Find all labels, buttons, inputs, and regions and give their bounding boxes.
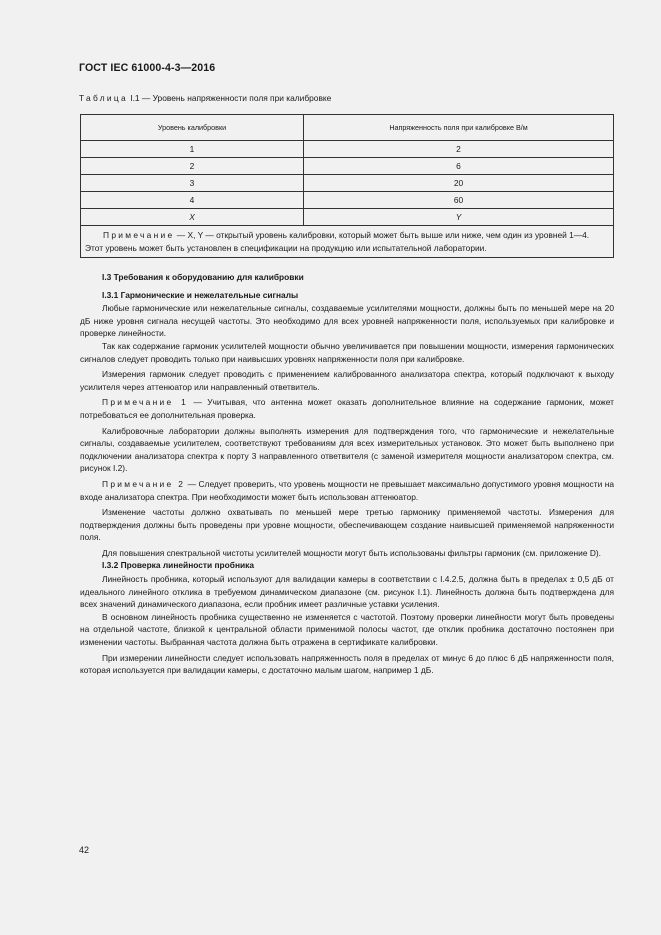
note-1-text: — Учитывая, что антенна может оказать дополнительное влияние на содержание гармоник, может потребоваться ее дополнительная проверка. <box>80 397 614 420</box>
paragraph: Линейность пробника, который используют для валидации камеры в соответствии с I.4.2.5, должна быть в пределах ± 0,5 дБ от идеального линейного отклика в требуемом динамическом диапазоне (см. рисунок I.1). Линейность должна быть подтверждена для всех значений динамического диапазона, если пробник имеет различные уставки усиления. <box>80 574 614 610</box>
table-cell-level: 1 <box>81 141 304 158</box>
paragraph: Измерения гармоник следует проводить с применением калиброванного анализатора спектра, который подключают к выходу усилителя через аттенюатор или направленный ответвитель. <box>80 369 614 392</box>
paragraph: При измерении линейности следует использовать напряженность поля в пределах от минус 6 до плюс 6 дБ напряженности поля, которая используется при валидации камеры, с достаточно малым шагом, например 1 дБ. <box>80 652 614 676</box>
table-cell-strength: 6 <box>304 158 614 175</box>
section-title-i31: I.3.1 Гармонические и нежелательные сигналы <box>102 289 299 300</box>
paragraph: Для повышения спектральной чистоты усилителей мощности могут быть использованы фильтры гармоник (см. приложение D). <box>102 547 601 558</box>
section-title-i32: I.3.2 Проверка линейности пробника <box>102 560 255 571</box>
table-cell-level: 2 <box>81 158 304 175</box>
note-2 <box>80 478 614 503</box>
table-caption-text: I.1 — Уровень напряженности поля при калибровке <box>127 93 332 103</box>
table-cell-level: 4 <box>81 192 304 209</box>
note-2-text: — Следует проверить, что уровень мощности не превышает максимально допустимого уровня мощности на входе анализатора спектра. При необходимости может быть использован аттенюатор. <box>80 478 614 502</box>
table-caption-word: Таблица <box>79 93 128 103</box>
paragraph: Так как содержание гармоник усилителей мощности обычно увеличивается при повышении мощности, измерения гармонических сигналов следует проводить только при наивысших уровнях напряженности поля при калибровке. <box>80 340 614 364</box>
paragraph: В основном линейность пробника существенно не изменяется с частотой. Поэтому проверки линейности могут быть проведены на отдельной частоте, близкой к центральной области применимой полосы частот, где отклик пробника достаточно постоянен при изменении частоты. Выбранная частота должна быть отражена в сертификате калибровки. <box>80 611 614 648</box>
paragraph: Калибровочные лаборатории должны выполнять измерения для подтверждения того, что гармонические и нежелательные сигналы, создаваемые усилителем, соответствуют требованиям для всех измерительных установок. Это может быть выполнено при подключении анализатора спектра к порту 3 направленного ответвителя (с заменой измерителя мощности анализатором спектра, см. рисунок I.2). <box>80 425 614 474</box>
note-2-label: Примечание 2 <box>102 478 186 489</box>
table-header-row <box>81 115 614 141</box>
page-number: 42 <box>79 845 90 855</box>
document-body <box>80 271 614 680</box>
section-title-i3: I.3 Требования к оборудованию для калибровки <box>102 272 304 282</box>
table-cell-level: X <box>81 209 304 226</box>
table-cell-strength: 60 <box>304 192 614 209</box>
table-row <box>81 192 614 209</box>
paragraph: Изменение частоты должно охватывать по меньшей мере третью гармонику применяемой частоты. Измерения для подтверждения должны быть проведены при уровне мощности, обеспечивающем создание наивысшей применяемой напряженности поля. <box>80 507 614 543</box>
table-cell-strength: 2 <box>304 141 614 158</box>
calibration-table <box>80 114 614 258</box>
table-note-label: Примечание <box>103 230 175 240</box>
table-note <box>81 226 614 258</box>
table-row <box>81 209 614 226</box>
table-cell-level: 3 <box>81 175 304 192</box>
paragraph: Любые гармонические или нежелательные сигналы, создаваемые усилителями мощности, должны быть по меньшей мере на 20 дБ ниже уровня сигнала несущей частоты. Это необходимо для всех уровней напряженности поля, используемых при калибровке и проверке линейности. <box>80 303 614 339</box>
table-row <box>81 141 614 158</box>
table-cell-strength: Y <box>304 209 614 226</box>
table-row <box>81 175 614 192</box>
column-header-field-strength: Напряженность поля при калибровке В/м <box>304 115 614 141</box>
column-header-level: Уровень калибровки <box>81 115 304 141</box>
table-row <box>81 158 614 175</box>
table-note-text: — X, Y — открытый уровень калибровки, который может быть выше или ниже, чем один из уровней 1—4. Этот уровень может быть установлен в спецификации на продукцию или испытательной лаборатории. <box>85 230 590 253</box>
calibration-table-wrapper <box>80 114 613 258</box>
table-caption <box>79 93 331 103</box>
note-1-label: Примечание 1 <box>102 397 189 408</box>
table-note-row <box>81 226 614 258</box>
note-1 <box>80 396 614 421</box>
table-cell-strength: 20 <box>304 175 614 192</box>
document-header: ГОСТ IEC 61000-4-3—2016 <box>79 62 216 74</box>
